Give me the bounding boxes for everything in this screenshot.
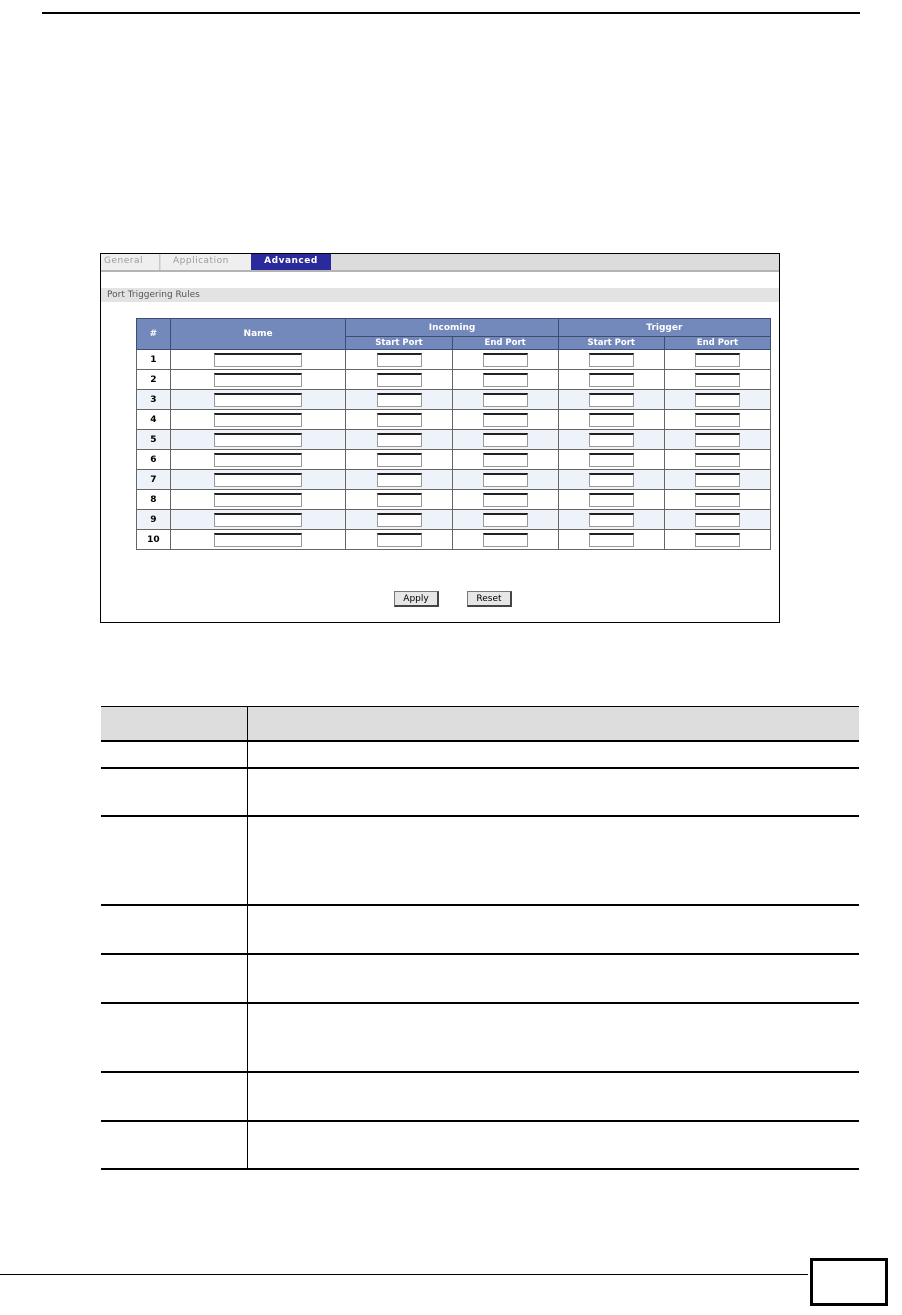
incoming-end-port-input[interactable] xyxy=(483,493,528,507)
label-cell xyxy=(101,1003,248,1072)
label-cell xyxy=(101,741,248,768)
description-cell xyxy=(248,905,860,954)
table-row xyxy=(137,530,771,550)
incoming-start-port-input[interactable] xyxy=(377,393,422,407)
trigger-end-port-input[interactable] xyxy=(695,353,740,367)
name-input[interactable] xyxy=(214,353,302,367)
incoming-start-port-input[interactable] xyxy=(377,513,422,527)
trigger-start-port-input[interactable] xyxy=(589,413,634,427)
col-name-header: Name xyxy=(170,319,346,350)
trigger-start-port-header: Start Port xyxy=(558,337,664,350)
description-cell xyxy=(248,1121,860,1169)
incoming-end-port-input[interactable] xyxy=(483,393,528,407)
table-row xyxy=(137,410,771,430)
incoming-end-port-header: End Port xyxy=(452,337,558,350)
incoming-start-port-input[interactable] xyxy=(377,533,422,547)
trigger-end-port-input[interactable] xyxy=(695,433,740,447)
table-row xyxy=(101,954,859,1003)
trigger-end-port-input[interactable] xyxy=(695,533,740,547)
name-input[interactable] xyxy=(214,513,302,527)
trigger-end-port-input[interactable] xyxy=(695,513,740,527)
trigger-start-port-input[interactable] xyxy=(589,393,634,407)
name-input[interactable] xyxy=(214,453,302,467)
label-cell xyxy=(101,1072,248,1121)
incoming-end-port-input[interactable] xyxy=(483,413,528,427)
description-cell xyxy=(248,954,860,1003)
trigger-end-port-input[interactable] xyxy=(695,373,740,387)
incoming-start-port-input[interactable] xyxy=(377,493,422,507)
incoming-end-port-input[interactable] xyxy=(483,433,528,447)
tab-advanced[interactable]: Advanced xyxy=(251,254,331,270)
table-row xyxy=(101,1003,859,1072)
trigger-start-port-input[interactable] xyxy=(589,453,634,467)
label-cell xyxy=(101,905,248,954)
row-number: 10 xyxy=(137,530,171,550)
row-number: 3 xyxy=(137,390,171,410)
description-cell xyxy=(248,768,860,816)
section-bar xyxy=(101,288,779,302)
table-row xyxy=(137,510,771,530)
table-row xyxy=(101,1121,859,1169)
row-number: 1 xyxy=(137,350,171,370)
incoming-start-port-input[interactable] xyxy=(377,473,422,487)
trigger-end-port-input[interactable] xyxy=(695,493,740,507)
reset-button[interactable]: Reset xyxy=(467,591,512,607)
trigger-header: Trigger xyxy=(558,319,770,337)
description-cell xyxy=(248,1003,860,1072)
col-number-header: # xyxy=(137,319,171,350)
field-description-table xyxy=(101,706,859,1170)
label-cell xyxy=(101,954,248,1003)
table-row xyxy=(137,370,771,390)
table-row xyxy=(137,390,771,410)
port-triggering-table xyxy=(136,318,771,550)
table-row xyxy=(101,741,859,768)
trigger-end-port-input[interactable] xyxy=(695,453,740,467)
port-triggering-screen xyxy=(100,253,780,623)
name-input[interactable] xyxy=(214,433,302,447)
trigger-end-port-input[interactable] xyxy=(695,393,740,407)
table-row xyxy=(101,707,859,741)
trigger-start-port-input[interactable] xyxy=(589,533,634,547)
name-input[interactable] xyxy=(214,493,302,507)
row-number: 2 xyxy=(137,370,171,390)
label-cell xyxy=(101,707,248,741)
table-row xyxy=(137,490,771,510)
row-number: 7 xyxy=(137,470,171,490)
trigger-end-port-input[interactable] xyxy=(695,413,740,427)
name-input[interactable] xyxy=(214,373,302,387)
footer-rule xyxy=(0,1274,808,1275)
trigger-start-port-input[interactable] xyxy=(589,513,634,527)
label-cell xyxy=(101,1121,248,1169)
description-cell xyxy=(248,741,860,768)
incoming-start-port-input[interactable] xyxy=(377,413,422,427)
description-cell xyxy=(248,816,860,905)
name-input[interactable] xyxy=(214,473,302,487)
header-rule xyxy=(42,12,860,14)
description-cell xyxy=(248,1072,860,1121)
trigger-start-port-input[interactable] xyxy=(589,473,634,487)
table-row xyxy=(101,905,859,954)
description-cell xyxy=(248,707,860,741)
name-input[interactable] xyxy=(214,533,302,547)
table-row xyxy=(137,430,771,450)
trigger-start-port-input[interactable] xyxy=(589,353,634,367)
incoming-start-port-header: Start Port xyxy=(346,337,452,350)
incoming-start-port-input[interactable] xyxy=(377,433,422,447)
incoming-start-port-input[interactable] xyxy=(377,353,422,367)
name-input[interactable] xyxy=(214,393,302,407)
label-cell xyxy=(101,816,248,905)
row-number: 8 xyxy=(137,490,171,510)
trigger-end-port-header: End Port xyxy=(664,337,770,350)
incoming-start-port-input[interactable] xyxy=(377,373,422,387)
table-row xyxy=(137,470,771,490)
tab-bar xyxy=(101,254,779,272)
incoming-start-port-input[interactable] xyxy=(377,453,422,467)
trigger-start-port-input[interactable] xyxy=(589,433,634,447)
trigger-start-port-input[interactable] xyxy=(589,493,634,507)
table-row xyxy=(137,450,771,470)
incoming-header: Incoming xyxy=(346,319,558,337)
row-number: 6 xyxy=(137,450,171,470)
name-input[interactable] xyxy=(214,413,302,427)
section-title: Port Triggering Rules xyxy=(107,290,200,300)
incoming-end-port-input[interactable] xyxy=(483,353,528,367)
incoming-end-port-input[interactable] xyxy=(483,473,528,487)
table-row xyxy=(137,350,771,370)
tab-application[interactable]: Application xyxy=(161,254,256,270)
table-row xyxy=(101,1072,859,1121)
tab-general[interactable]: General xyxy=(101,254,160,270)
row-number: 5 xyxy=(137,430,171,450)
label-cell xyxy=(101,768,248,816)
trigger-end-port-input[interactable] xyxy=(695,473,740,487)
incoming-end-port-input[interactable] xyxy=(483,373,528,387)
table-row xyxy=(101,768,859,816)
table-row xyxy=(101,816,859,905)
incoming-end-port-input[interactable] xyxy=(483,453,528,467)
apply-button[interactable]: Apply xyxy=(394,591,439,607)
page-number-box xyxy=(810,1258,888,1306)
trigger-start-port-input[interactable] xyxy=(589,373,634,387)
row-number: 9 xyxy=(137,510,171,530)
row-number: 4 xyxy=(137,410,171,430)
incoming-end-port-input[interactable] xyxy=(483,533,528,547)
incoming-end-port-input[interactable] xyxy=(483,513,528,527)
